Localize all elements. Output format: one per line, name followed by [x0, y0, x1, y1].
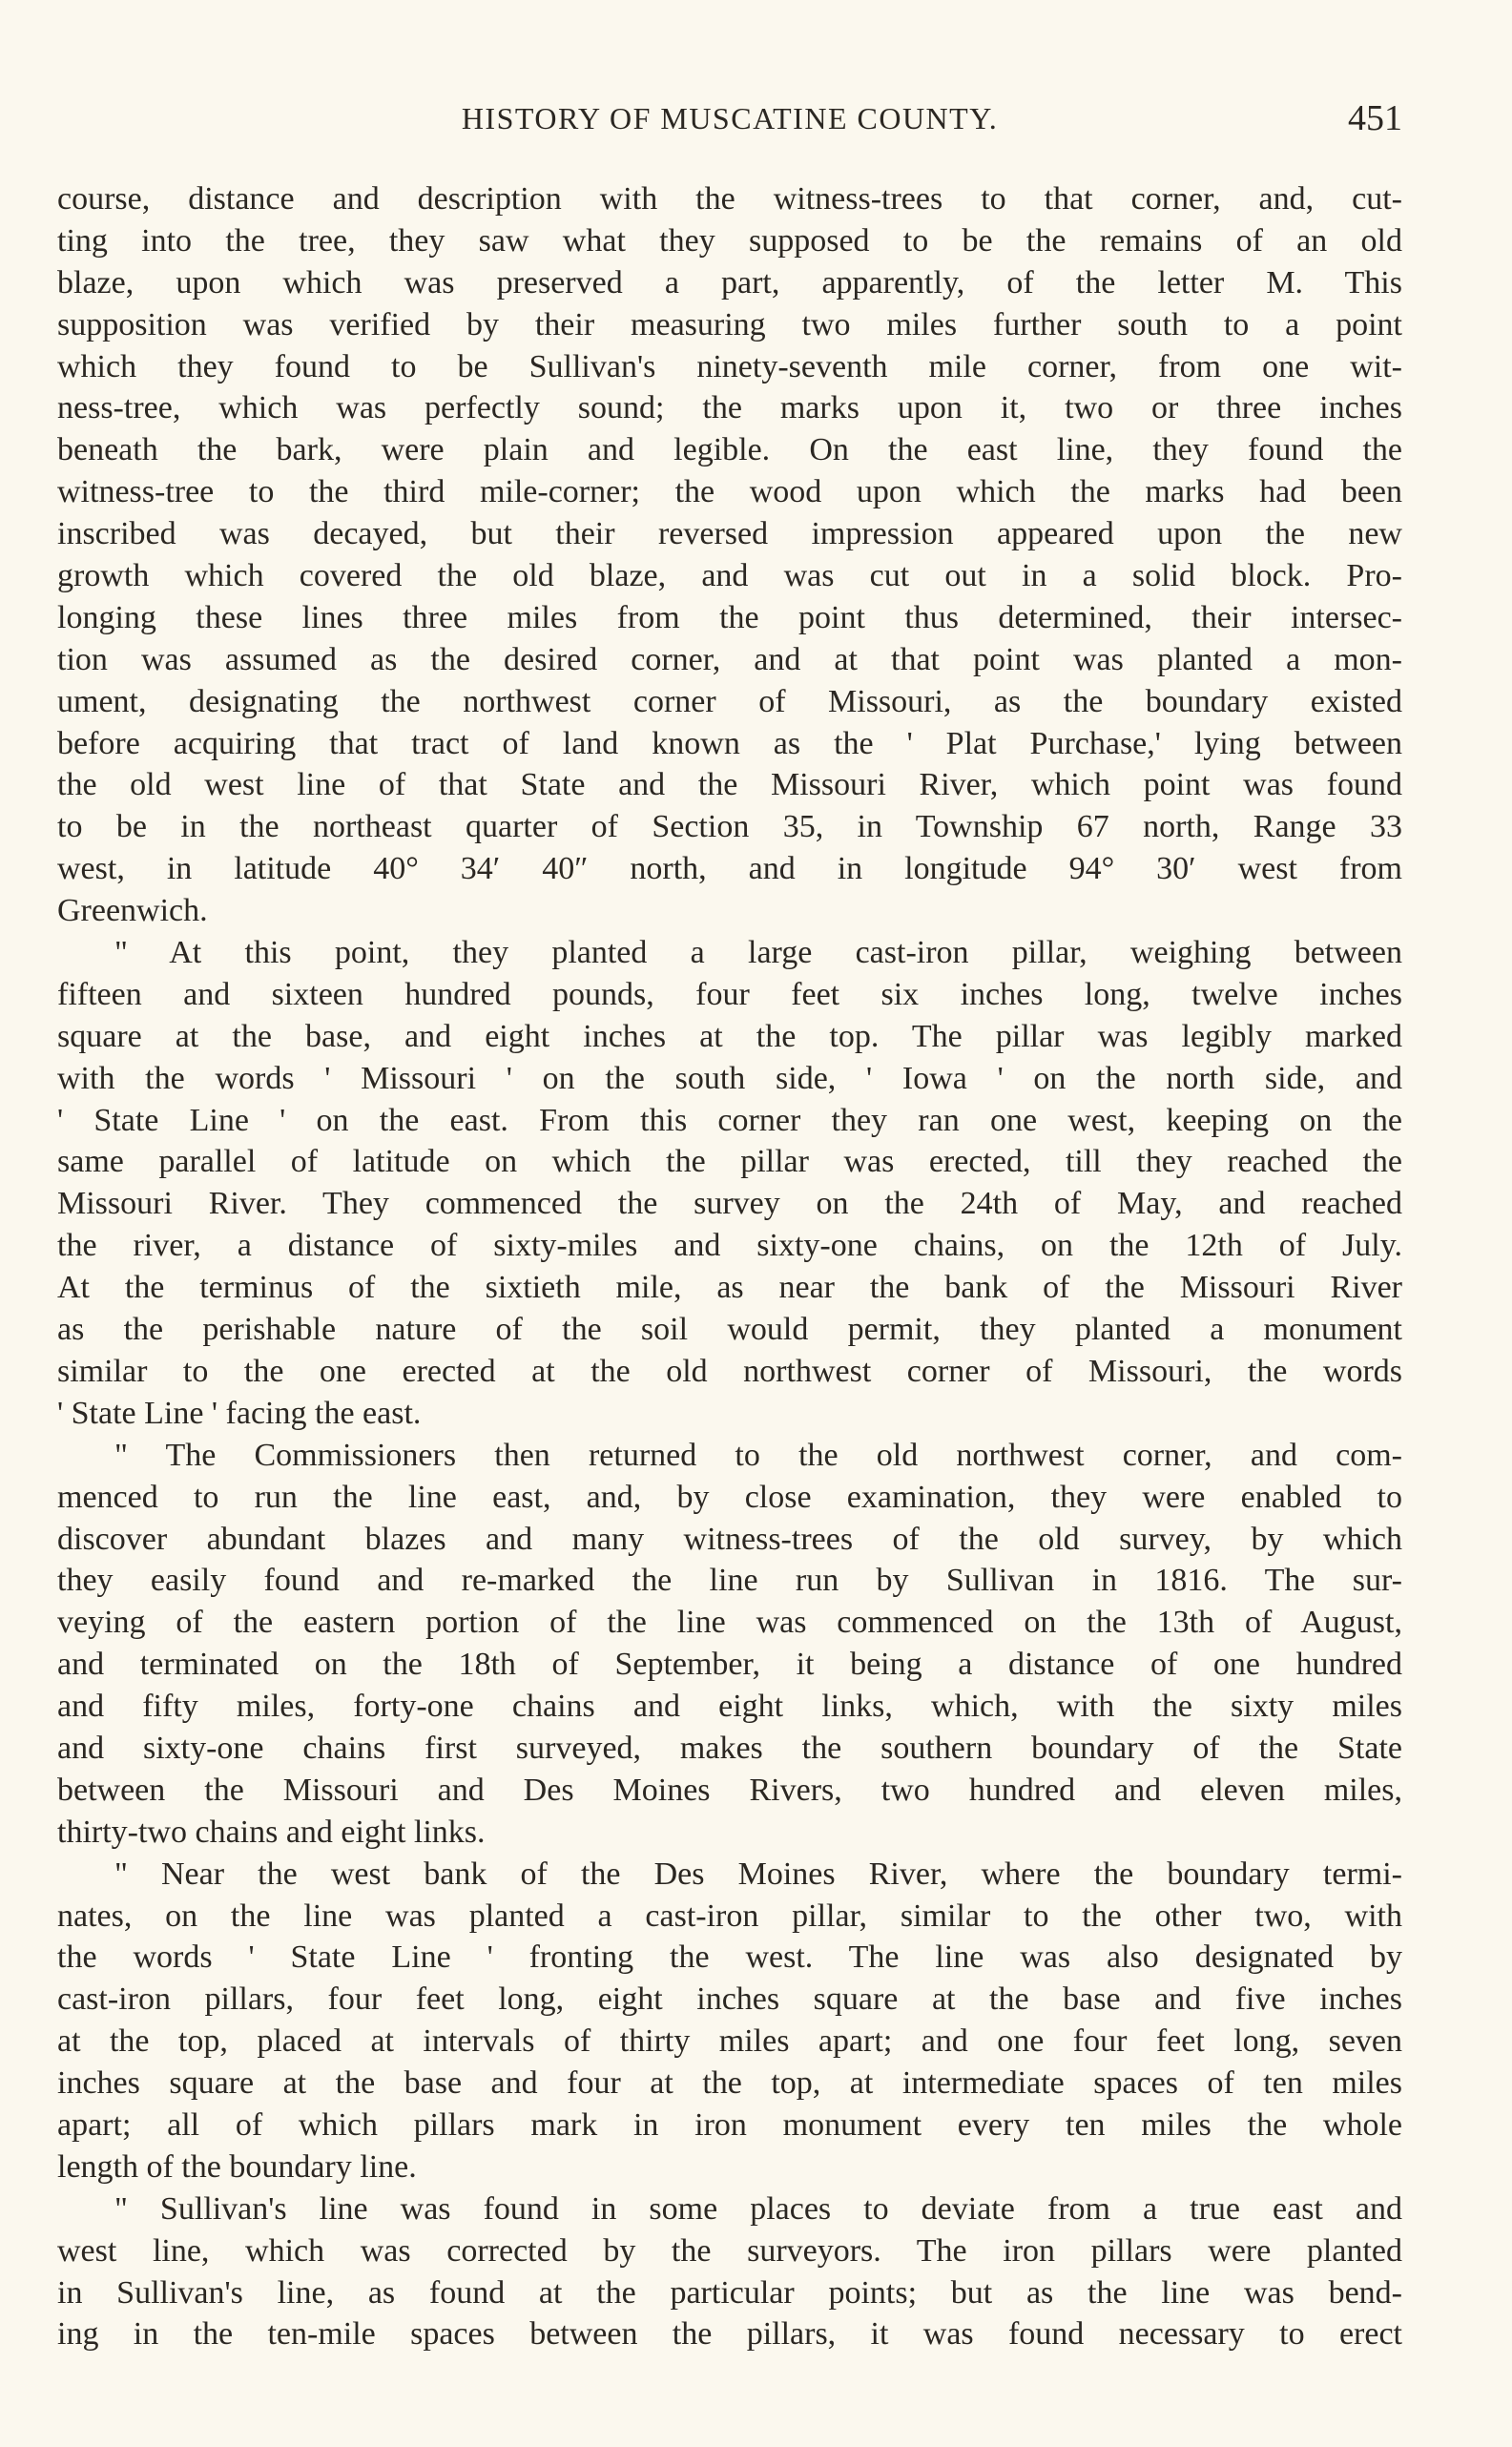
text-line: and sixty-one chains first surveyed, makes the southern boundary of the State [57, 1730, 1402, 1766]
text-line: thirty-two chains and eight links. [57, 1814, 486, 1850]
text-line: between the Missouri and Des Moines Rivers, two hundred and eleven miles, [57, 1772, 1402, 1808]
text-line: at the top, placed at intervals of thirty miles apart; and one four feet long, seven [57, 2023, 1402, 2060]
text-line: " The Commissioners then returned to the old northwest corner, and com- [114, 1437, 1402, 1473]
text-line: Greenwich. [57, 893, 208, 929]
body-text [57, 178, 1402, 2355]
text-line: cast-iron pillars, four feet long, eight inches square at the base and five inches [57, 1981, 1402, 2018]
text-line: inscribed was decayed, but their reversed impression appeared upon the new [57, 516, 1402, 552]
text-line: ness-tree, which was perfectly sound; the marks upon it, two or three inches [57, 390, 1402, 426]
text-line: ' State Line ' on the east. From this corner they ran one west, keeping on the [57, 1102, 1402, 1138]
text-line: blaze, upon which was preserved a part, apparently, of the letter M. This [57, 264, 1402, 301]
text-line: ing in the ten-mile spaces between the pillars, it was found necessary to erect [57, 2316, 1402, 2353]
running-head [57, 95, 1402, 143]
text-line: course, distance and description with the witness-trees to that corner, and, cut- [57, 181, 1402, 217]
text-line: ting into the tree, they saw what they supposed to be the remains of an old [57, 222, 1402, 259]
text-line: length of the boundary line. [57, 2148, 417, 2185]
text-line: " At this point, they planted a large cast-iron pillar, weighing between [114, 935, 1402, 971]
running-title: HISTORY OF MUSCATINE COUNTY. [461, 101, 999, 135]
text-line: inches square at the base and four at the top, at intermediate spaces of ten miles [57, 2065, 1402, 2102]
text-line: nates, on the line was planted a cast-iron pillar, similar to the other two, with [57, 1897, 1402, 1934]
text-line: west, in latitude 40° 34′ 40″ north, and in longitude 94° 30′ west from [57, 851, 1402, 887]
text-line: longing these lines three miles from the point thus determined, their intersec- [57, 599, 1402, 635]
text-line: ument, designating the northwest corner of Missouri, as the boundary existed [57, 683, 1402, 719]
text-line: " Sullivan's line was found in some places to deviate from a true east and [114, 2190, 1402, 2227]
text-line: and terminated on the 18th of September, it being a distance of one hundred [57, 1647, 1402, 1683]
text-line: west line, which was corrected by the surveyors. The iron pillars were planted [57, 2232, 1402, 2269]
text-line: in Sullivan's line, as found at the particular points; but as the line was bend- [57, 2274, 1402, 2311]
text-line: supposition was verified by their measuring two miles further south to a point [57, 306, 1402, 342]
text-line: as the perishable nature of the soil would permit, they planted a monument [57, 1312, 1402, 1348]
text-line: " Near the west bank of the Des Moines River, where the boundary termi- [114, 1856, 1402, 1892]
page-number: 451 [1348, 98, 1402, 138]
text-line: the old west line of that State and the Missouri River, which point was found [57, 767, 1402, 803]
text-line: to be in the northeast quarter of Section 35, in Township 67 north, Range 33 [57, 809, 1402, 845]
text-line: menced to run the line east, and, by close examination, they were enabled to [57, 1479, 1402, 1515]
text-line: At the terminus of the sixtieth mile, as near the bank of the Missouri River [57, 1270, 1402, 1306]
text-line: discover abundant blazes and many witness-trees of the old survey, by which [57, 1521, 1402, 1557]
text-line: square at the base, and eight inches at the top. The pillar was legibly marked [57, 1018, 1402, 1054]
text-line: the river, a distance of sixty-miles and sixty-one chains, on the 12th of July. [57, 1228, 1402, 1264]
text-line: tion was assumed as the desired corner, and at that point was planted a mon- [57, 641, 1402, 677]
text-line: growth which covered the old blaze, and was cut out in a solid block. Pro- [57, 558, 1402, 594]
text-line: veying of the eastern portion of the line was commenced on the 13th of August, [57, 1605, 1402, 1641]
text-line: same parallel of latitude on which the pillar was erected, till they reached the [57, 1144, 1402, 1180]
text-line: witness-tree to the third mile-corner; the wood upon which the marks had been [57, 474, 1402, 510]
text-line: fifteen and sixteen hundred pounds, four feet six inches long, twelve inches [57, 976, 1402, 1012]
text-line: the words ' State Line ' fronting the west. The line was also designated by [57, 1939, 1402, 1976]
text-line: with the words ' Missouri ' on the south side, ' Iowa ' on the north side, and [57, 1060, 1402, 1096]
text-line: Missouri River. They commenced the survey on the 24th of May, and reached [57, 1186, 1402, 1222]
text-line: and fifty miles, forty-one chains and eight links, which, with the sixty miles [57, 1689, 1402, 1725]
text-line: they easily found and re-marked the line run by Sullivan in 1816. The sur- [57, 1563, 1402, 1599]
text-line: beneath the bark, were plain and legible. On the east line, they found the [57, 432, 1402, 468]
text-line: similar to the one erected at the old northwest corner of Missouri, the words [57, 1353, 1402, 1389]
text-line: ' State Line ' facing the east. [57, 1395, 422, 1431]
text-line: which they found to be Sullivan's ninety-seventh mile corner, from one wit- [57, 348, 1402, 384]
text-line: apart; all of which pillars mark in iron monument every ten miles the whole [57, 2106, 1402, 2143]
text-line: before acquiring that tract of land known as the ' Plat Purchase,' lying between [57, 725, 1402, 761]
